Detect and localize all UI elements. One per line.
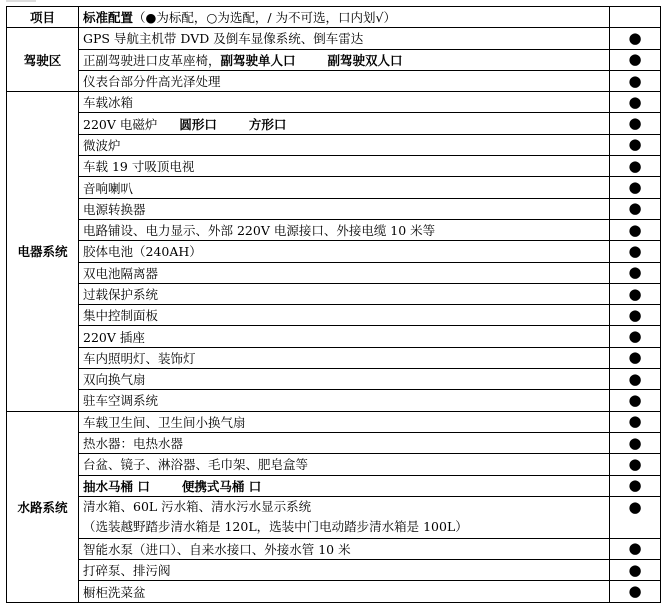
spec-item [79,113,610,134]
table-row [7,113,661,134]
spec-item: 车载 19 寸吸顶电视 [79,156,610,177]
table-row [7,92,661,113]
spec-item: 微波炉 [79,134,610,155]
standard-mark-icon: ● [610,475,661,496]
table-row [7,432,661,453]
standard-mark-icon: ● [610,326,661,347]
spec-item: 仪表台部分件高光泽处理 [79,70,610,91]
spec-item: 车内照明灯、装饰灯 [79,347,610,368]
spec-item: 电路铺设、电力显示、外部 220V 电源接口、外接电缆 10 米等 [79,219,610,240]
table-row [7,390,661,411]
config-header [79,7,610,28]
spec-table [6,6,661,603]
spec-item: GPS 导航主机带 DVD 及倒车显像系统、倒车雷达 [79,28,610,49]
config-title: 标准配置 [83,10,134,26]
section-cockpit: 驾驶区 [7,28,79,92]
spec-item: 过载保护系统 [79,283,610,304]
standard-mark-icon: ● [610,49,661,70]
spec-item: 车载冰箱 [79,92,610,113]
spec-item: 音响喇叭 [79,177,610,198]
table-row [7,241,661,262]
spec-item: 220V 插座 [79,326,610,347]
standard-mark-icon: ● [610,241,661,262]
standard-mark-icon: ● [610,538,661,559]
option-flush-toilet[interactable]: 抽水马桶 口 [83,478,150,494]
table-row [7,49,661,70]
table-row [7,283,661,304]
standard-mark-icon: ● [610,347,661,368]
table-row [7,262,661,283]
table-row [7,70,661,91]
spec-item: 热水器：电热水器 [79,432,610,453]
section-water: 水路系统 [7,411,79,602]
spec-item: 集中控制面板 [79,305,610,326]
table-row [7,475,661,496]
standard-mark-icon: ● [610,496,661,538]
corner-artifact [6,0,36,3]
spec-item: 电源转换器 [79,198,610,219]
option-square[interactable]: 方形口 [248,116,287,132]
standard-mark-icon: ● [610,305,661,326]
section-electrical: 电器系统 [7,92,79,411]
table-row [7,156,661,177]
table-row [7,538,661,559]
standard-mark-icon: ● [610,560,661,581]
spec-item: 双向换气扇 [79,369,610,390]
header-row [7,7,661,28]
spec-item [79,475,610,496]
table-row [7,496,661,538]
standard-mark-icon: ● [610,134,661,155]
option-single-seat[interactable]: 副驾驶单人口 [220,52,296,68]
standard-mark-icon: ● [610,70,661,91]
standard-mark-icon: ● [610,177,661,198]
table-row [7,454,661,475]
spec-item-text: 正副驾驶进口皮革座椅， [83,52,221,68]
option-portable-toilet[interactable]: 便携式马桶 口 [181,478,262,494]
standard-mark-icon: ● [610,198,661,219]
standard-mark-icon: ● [610,113,661,134]
spec-item-text: 220V 电磁炉 [83,116,158,132]
spec-item [79,49,610,70]
mark-header [610,7,661,28]
standard-mark-icon: ● [610,390,661,411]
option-double-seat[interactable]: 副驾驶双人口 [327,52,403,68]
spec-item: 智能水泵（进口）、自来水接口、外接水管 10 米 [79,538,610,559]
standard-mark-icon: ● [610,369,661,390]
standard-mark-icon: ● [610,219,661,240]
spec-item: 双电池隔离器 [79,262,610,283]
table-row [7,198,661,219]
spec-item: 车载卫生间、卫生间小换气扇 [79,411,610,432]
table-row [7,177,661,198]
standard-mark-icon: ● [610,28,661,49]
spec-item [79,496,610,538]
table-row [7,219,661,240]
standard-mark-icon: ● [610,454,661,475]
table-row [7,560,661,581]
standard-mark-icon: ● [610,411,661,432]
config-note: （●为标配，○为选配，/ 为不可选，口内划√） [133,10,396,26]
standard-mark-icon: ● [610,283,661,304]
standard-mark-icon: ● [610,92,661,113]
table-row [7,326,661,347]
spec-item: 台盆、镜子、淋浴器、毛巾架、肥皂盒等 [79,454,610,475]
spec-item: 打碎泵、排污阀 [79,560,610,581]
spec-item: 橱柜洗菜盆 [79,581,610,602]
table-row [7,305,661,326]
option-round[interactable]: 圆形口 [179,116,217,132]
item-header: 项目 [7,7,79,28]
spec-item: 胶体电池（240AH） [79,241,610,262]
standard-mark-icon: ● [610,432,661,453]
table-row [7,581,661,602]
table-row [7,411,661,432]
spec-item-line: 清水箱、60L 污水箱、清水污水显示系统 [83,499,312,515]
table-row [7,369,661,390]
table-row [7,347,661,368]
standard-mark-icon: ● [610,262,661,283]
table-row [7,134,661,155]
spec-item: 驻车空调系统 [79,390,610,411]
table-row [7,28,661,49]
standard-mark-icon: ● [610,156,661,177]
standard-mark-icon: ● [610,581,661,602]
spec-item-note: （选装越野踏步清水箱是 120L，选装中门电动踏步清水箱是 100L） [83,519,468,535]
